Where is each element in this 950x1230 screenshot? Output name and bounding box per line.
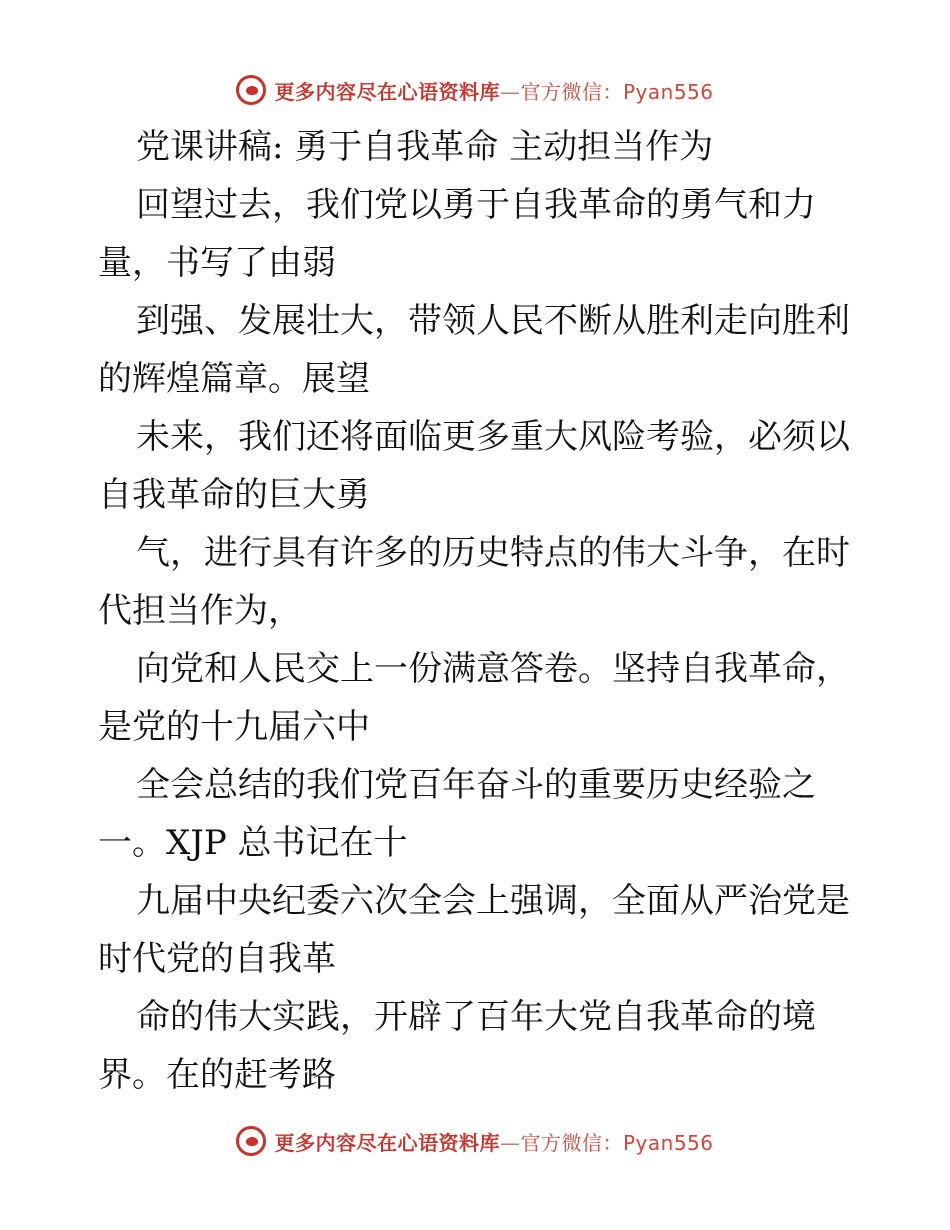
text-line: 回望过去，我们党以勇于自我革命的勇气和力 xyxy=(136,185,816,225)
text-line: 界。在的赶考路 xyxy=(98,1055,336,1095)
text-line: 命的伟大实践，开辟了百年大党自我革命的境 xyxy=(136,997,816,1037)
text-line: 一。XJP 总书记在十 xyxy=(98,823,408,863)
text-line: 的辉煌篇章。展望 xyxy=(98,359,370,399)
pen-logo-icon xyxy=(236,75,266,105)
header-watermark xyxy=(0,70,950,110)
footer-watermark xyxy=(0,1121,950,1161)
text-line: 是党的十九届六中 xyxy=(98,707,370,747)
text-line: 时代党的自我革 xyxy=(98,939,336,979)
text-line: 量，书写了由弱 xyxy=(98,243,336,283)
text-line: 九届中央纪委六次全会上强调，全面从严治党是 xyxy=(136,881,850,921)
text-line: 气，进行具有许多的历史特点的伟大斗争，在时 xyxy=(136,533,850,573)
watermark-text: 更多内容尽在心语资料库—官方微信：Pyan556 xyxy=(274,1130,714,1155)
text-line: 自我革命的巨大勇 xyxy=(98,475,370,515)
text-line: 全会总结的我们党百年奋斗的重要历史经验之 xyxy=(136,765,816,805)
text-line: 未来，我们还将面临更多重大风险考验，必须以 xyxy=(136,417,850,457)
pen-logo-icon xyxy=(236,1126,266,1156)
text-line: 到强、发展壮大，带领人民不断从胜利走向胜利 xyxy=(136,301,850,341)
text-line: 代担当作为， xyxy=(98,591,302,631)
document-title: 党课讲稿: 勇于自我革命 主动担当作为 xyxy=(136,127,714,167)
text-line: 向党和人民交上一份满意答卷。坚持自我革命， xyxy=(136,649,850,689)
watermark-text: 更多内容尽在心语资料库—官方微信：Pyan556 xyxy=(274,79,714,104)
